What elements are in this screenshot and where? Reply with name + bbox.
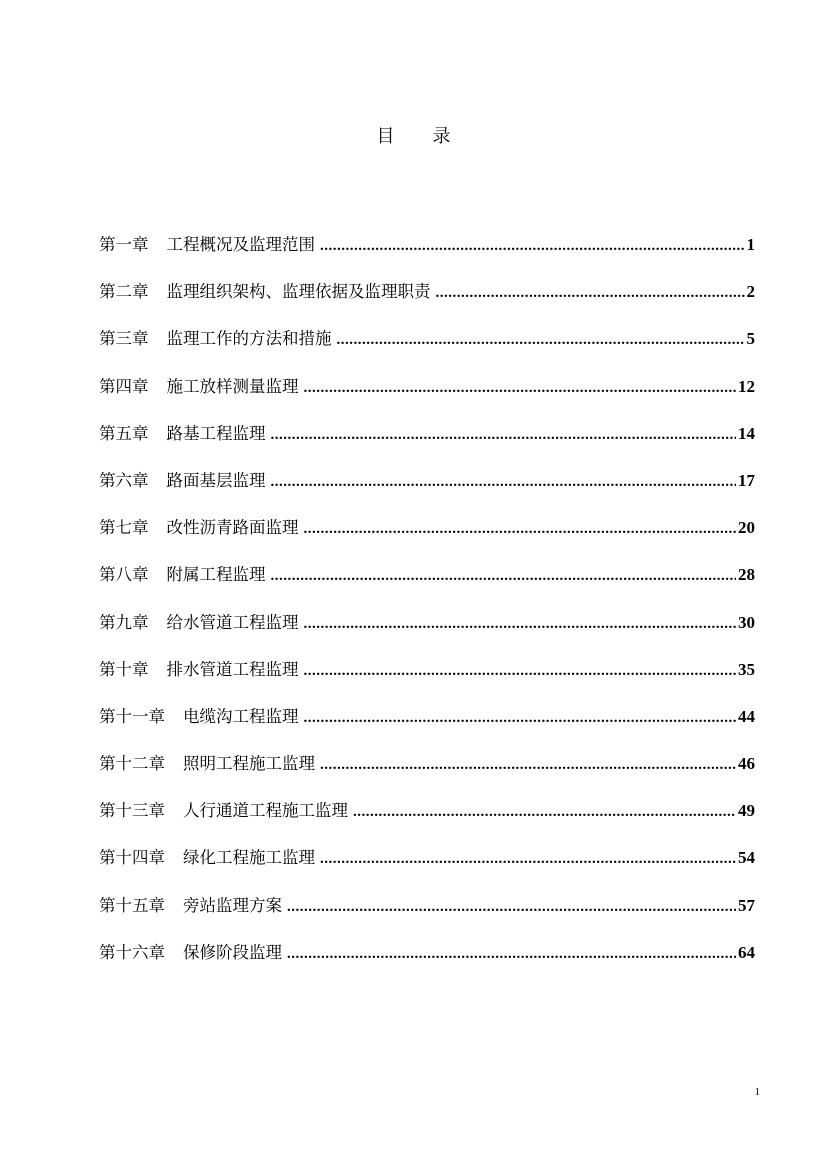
toc-chapter-label: 第九章: [99, 612, 149, 632]
toc-entry: [99, 845, 755, 892]
toc-chapter-title: 路面基层监理: [166, 470, 266, 490]
toc-entry: [99, 232, 755, 279]
toc-dot-leader: [271, 563, 737, 589]
toc-page-number: 57: [738, 895, 755, 915]
toc-page-number: 17: [738, 470, 755, 490]
toc-entry: [99, 421, 755, 468]
toc-entry: [99, 468, 755, 515]
toc-page-number: 2: [746, 282, 755, 302]
toc-entry: [99, 657, 755, 704]
toc-dot-leader: [304, 658, 737, 684]
toc-page-number: 54: [738, 848, 755, 868]
toc-chapter-label: 第十三章: [99, 801, 165, 821]
toc-dot-leader: [320, 233, 745, 259]
toc-chapter-title: 电缆沟工程监理: [183, 706, 299, 726]
toc-chapter-title: 照明工程施工监理: [183, 754, 315, 774]
toc-entry: [99, 562, 755, 609]
toc-chapter-title: 旁站监理方案: [183, 895, 282, 915]
toc-chapter-title: 排水管道工程监理: [166, 659, 299, 679]
toc-page-number: 28: [738, 565, 755, 585]
toc-dot-leader: [304, 375, 737, 401]
toc-dot-leader: [337, 327, 745, 353]
toc-chapter-title: 监理工作的方法和措施: [166, 329, 332, 349]
toc-chapter-label: 第八章: [99, 565, 149, 585]
toc-dot-leader: [304, 705, 737, 731]
toc-page-number: 49: [738, 801, 755, 821]
toc-dot-leader: [353, 799, 736, 825]
toc-dot-leader: [304, 516, 737, 542]
toc-chapter-label: 第一章: [99, 235, 149, 254]
toc-page-number: 35: [738, 659, 755, 679]
page-footer-number: 1: [754, 1086, 760, 1098]
toc-chapter-title: 附属工程监理: [166, 565, 266, 585]
toc-dot-leader: [271, 469, 737, 495]
toc-chapter-label: 第十五章: [99, 895, 165, 915]
toc-entry: [99, 610, 755, 657]
toc-page-number: 5: [746, 329, 755, 349]
toc-dot-leader: [287, 941, 736, 967]
toc-entry: [99, 751, 755, 798]
toc-chapter-title: 给水管道工程监理: [166, 612, 299, 632]
toc-title: 目录: [376, 126, 489, 147]
toc-chapter-label: 第十六章: [99, 942, 165, 962]
toc-chapter-label: 第五章: [99, 423, 149, 443]
toc-dot-leader: [304, 611, 737, 637]
toc-page-number: 46: [738, 754, 755, 774]
toc-page-number: 44: [738, 706, 755, 726]
toc-chapter-label: 第四章: [99, 376, 149, 396]
toc-dot-leader: [271, 422, 737, 448]
toc-dot-leader: [320, 846, 736, 872]
toc-entry: [99, 515, 755, 562]
toc-chapter-title: 监理组织架构、监理依据及监理职责: [166, 282, 431, 302]
toc-chapter-title: 改性沥青路面监理: [166, 518, 299, 538]
toc-chapter-label: 第六章: [99, 470, 149, 490]
toc-list: [99, 232, 755, 987]
toc-page-number: 20: [738, 518, 755, 538]
toc-chapter-title: 绿化工程施工监理: [183, 848, 315, 868]
toc-dot-leader: [436, 280, 745, 306]
toc-chapter-title: 工程概况及监理范围: [166, 235, 315, 254]
toc-dot-leader: [287, 894, 736, 920]
toc-entry: [99, 326, 755, 373]
toc-chapter-label: 第十四章: [99, 848, 165, 868]
toc-entry: [99, 704, 755, 751]
toc-chapter-title: 保修阶段监理: [183, 942, 282, 962]
toc-page-number: 12: [738, 376, 755, 396]
toc-chapter-title: 路基工程监理: [166, 423, 266, 443]
toc-entry: [99, 893, 755, 940]
toc-chapter-title: 施工放样测量监理: [166, 376, 299, 396]
toc-chapter-label: 第十二章: [99, 754, 165, 774]
toc-chapter-label: 第二章: [99, 282, 149, 302]
toc-entry: [99, 279, 755, 326]
toc-chapter-label: 第十一章: [99, 706, 165, 726]
toc-page-number: 1: [746, 235, 755, 254]
toc-entry: [99, 940, 755, 987]
toc-dot-leader: [320, 752, 736, 778]
toc-chapter-label: 第三章: [99, 329, 149, 349]
toc-entry: [99, 374, 755, 421]
toc-page-number: 64: [738, 942, 755, 962]
toc-chapter-title: 人行通道工程施工监理: [183, 801, 348, 821]
toc-page-number: 14: [738, 423, 755, 443]
toc-entry: [99, 798, 755, 845]
toc-chapter-label: 第十章: [99, 659, 149, 679]
toc-page-number: 30: [738, 612, 755, 632]
toc-chapter-label: 第七章: [99, 518, 149, 538]
